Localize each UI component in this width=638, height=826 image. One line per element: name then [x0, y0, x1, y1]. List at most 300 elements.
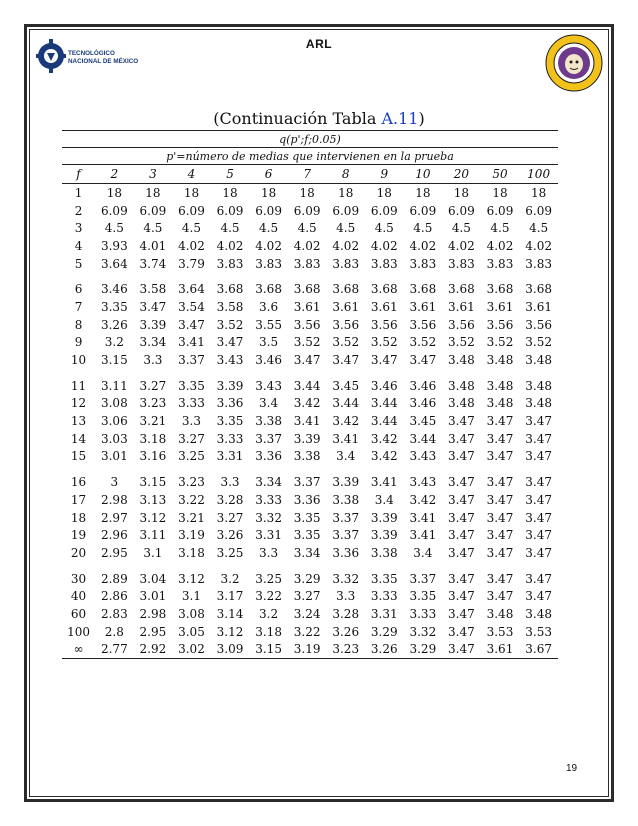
table-cell: 3: [110, 475, 119, 490]
table-cell: 3.25: [255, 571, 282, 586]
table-cell: 3.43: [409, 475, 437, 490]
row-label-f: 6: [74, 282, 83, 297]
table-cell: 3.21: [178, 510, 205, 525]
table-cell: 3.58: [139, 282, 167, 297]
table-cell: 3.36: [216, 396, 244, 411]
table-cell: 3.3: [181, 414, 202, 429]
table-cell: 3.39: [370, 510, 398, 525]
table-cell: 3.23: [139, 396, 167, 411]
table-row: [62, 395, 558, 413]
row-label-f: 7: [74, 299, 83, 314]
table-cell: 3.47: [448, 431, 475, 446]
table-row: [62, 587, 558, 605]
table-cell: 3.37: [332, 510, 360, 525]
table-cell: 3.47: [448, 528, 475, 543]
table-cell: 3.1: [181, 589, 202, 604]
header-title: ARL: [305, 37, 333, 51]
table-cell: 3.56: [448, 317, 475, 332]
table-cell: 3.61: [409, 299, 437, 314]
table-cell: 3.47: [139, 299, 167, 314]
table-cell: 3.32: [332, 571, 360, 586]
table-cell: 3.2: [220, 571, 240, 586]
table-cell: 3.28: [216, 492, 244, 507]
table-row: [62, 448, 558, 466]
row-label-f: ∞: [62, 641, 95, 659]
table-cell: 3.47: [525, 510, 552, 525]
table-cell: 3.58: [216, 299, 244, 314]
table-cell: 3.41: [332, 431, 360, 446]
table-cell: 4.02: [486, 238, 514, 253]
table-row: [62, 605, 558, 623]
table-cell: 3.26: [365, 641, 404, 659]
table-cell: 3.39: [216, 378, 244, 393]
table-cell: 18: [299, 185, 315, 200]
table-cell: 3.68: [216, 282, 244, 297]
table-cell: 3.79: [178, 256, 205, 271]
table-title-prefix: (Continuación Tabla: [213, 109, 382, 128]
row-label-f: 8: [74, 317, 83, 332]
table-cell: 3.47: [216, 335, 244, 350]
table-cell: 3.2: [104, 335, 124, 350]
row-label-f: 5: [74, 256, 83, 271]
page-number: 19: [566, 763, 578, 774]
table-row: [62, 412, 558, 430]
table-cell: 3.42: [370, 431, 398, 446]
table-row: [62, 570, 558, 588]
table-cell: 18: [145, 185, 161, 200]
table-cell: 3.33: [409, 606, 437, 621]
table-cell: 3.83: [255, 256, 282, 271]
table-cell: 3.24: [293, 606, 321, 621]
table-cell: 3.68: [293, 282, 321, 297]
table-cell: 3.39: [139, 317, 167, 332]
table-cell: 3.38: [332, 492, 360, 507]
table-cell: 3.54: [178, 299, 205, 314]
table-cell: 3.6: [259, 299, 279, 314]
table-title-suffix: ): [418, 109, 425, 128]
table-cell: 3.25: [216, 545, 244, 560]
table-cell: 3.48: [448, 378, 475, 393]
table-cell: 2.95: [139, 624, 167, 639]
logo-text-line-2: NACIONAL DE MÉXICO: [68, 58, 139, 65]
table-cell: 3.35: [216, 414, 244, 429]
table-cell: 3.21: [139, 414, 167, 429]
table-cell: 3.22: [178, 492, 205, 507]
table-cell: 3.36: [293, 492, 321, 507]
table-cell: 3.4: [374, 492, 394, 507]
table-cell: 3.47: [448, 414, 475, 429]
table-cell: 18: [106, 185, 122, 200]
table-cell: 2.95: [100, 545, 128, 560]
table-cell: 3.56: [332, 317, 360, 332]
table-cell: 18: [222, 185, 238, 200]
table-cell: 3.61: [293, 299, 321, 314]
table-cell: 3.33: [370, 589, 398, 604]
table-cell: 3.39: [332, 475, 360, 490]
table-cell: 3.45: [332, 378, 360, 393]
table-cell: 3.83: [448, 256, 475, 271]
table-cell: 3.39: [293, 431, 321, 446]
column-header: 8: [326, 165, 365, 184]
table-cell: 3.56: [293, 317, 321, 332]
table-cell: 3.44: [409, 431, 437, 446]
group-spacer: [62, 369, 558, 377]
table-cell: 2.83: [100, 606, 128, 621]
table-cell: 3.74: [139, 256, 167, 271]
table-cell: 3.47: [525, 492, 552, 507]
table-cell: 4.5: [259, 221, 279, 236]
table-cell: 3.47: [293, 353, 321, 368]
table-cell: 3.18: [255, 624, 282, 639]
table-cell: 3.47: [525, 528, 552, 543]
table-cell: 3.29: [370, 624, 398, 639]
table-cell: 3.43: [216, 353, 244, 368]
table-cell: 3.52: [370, 335, 398, 350]
table-cell: 18: [260, 185, 277, 200]
row-label-f: 17: [70, 492, 87, 507]
studentized-range-table: [62, 130, 558, 659]
column-header: 100: [519, 165, 558, 184]
table-cell: 2.96: [100, 528, 128, 543]
table-cell: 3.5: [259, 335, 279, 350]
table-cell: 3.27: [178, 431, 205, 446]
table-cell: 3.3: [143, 353, 163, 368]
column-header: 50: [481, 165, 520, 184]
table-cell: 4.5: [413, 221, 433, 236]
table-cell: 3.61: [332, 299, 360, 314]
table-cell: 3.47: [525, 449, 552, 464]
group-spacer: [62, 465, 558, 473]
row-label-f: 12: [70, 396, 87, 411]
table-cell: 3.46: [409, 378, 437, 393]
table-cell: 2.77: [95, 641, 134, 659]
table-row: [62, 184, 558, 202]
table-cell: 3.47: [409, 353, 437, 368]
table-row: [62, 255, 558, 273]
table-cell: 3.48: [525, 353, 552, 368]
table-cell: 3.68: [448, 282, 475, 297]
row-label-f: 40: [70, 589, 87, 604]
table-row: [62, 316, 558, 334]
table-cell: 6.09: [293, 203, 321, 218]
column-header: 5: [211, 165, 250, 184]
table-cell: 3.26: [332, 624, 360, 639]
table-cell: 3.47: [486, 431, 514, 446]
table-cell: 3.47: [332, 353, 360, 368]
table-cell: 3.46: [370, 378, 398, 393]
table-cell: 3.43: [409, 449, 437, 464]
table-row: [62, 298, 558, 316]
table-cell: 3.47: [486, 545, 514, 560]
column-header: 3: [134, 165, 173, 184]
row-label-f: 16: [70, 475, 87, 490]
column-header: 10: [404, 165, 443, 184]
table-cell: 3.23: [178, 475, 205, 490]
table-cell: 3.47: [486, 589, 514, 604]
institute-seal-logo: [545, 34, 603, 92]
table-cell: 3.56: [486, 317, 514, 332]
table-cell: 3.31: [255, 528, 282, 543]
table-cell: 3.41: [178, 335, 205, 350]
row-label-f: 9: [74, 335, 83, 350]
row-label-f: 3: [74, 221, 83, 236]
table-cell: 3.11: [100, 378, 128, 393]
table-cell: 3.52: [293, 335, 321, 350]
table-cell: 2.8: [104, 624, 124, 639]
table-cell: 3.44: [370, 396, 398, 411]
table-cell: 3.26: [216, 528, 244, 543]
spacer-cell: [62, 562, 558, 570]
table-cell: 3.29: [293, 571, 321, 586]
table-cell: 6.09: [139, 203, 167, 218]
table-cell: 2.92: [134, 641, 173, 659]
row-label-f: 4: [74, 238, 83, 253]
table-cell: 6.09: [100, 203, 128, 218]
table-cell: 4.02: [178, 238, 205, 253]
table-cell: 3.46: [255, 353, 282, 368]
table-cell: 3.43: [255, 378, 282, 393]
table-cell: 3.52: [448, 335, 475, 350]
table-cell: 3.53: [525, 624, 552, 639]
table-cell: 3.48: [486, 353, 514, 368]
table-row: [62, 202, 558, 220]
table-cell: 3.27: [293, 589, 321, 604]
table-cell: 3.35: [409, 589, 437, 604]
table-cell: 3.52: [486, 335, 514, 350]
table-cell: 3.18: [139, 431, 167, 446]
table-row: [62, 237, 558, 255]
table-cell: 3.93: [100, 238, 128, 253]
tecnm-logo-text: [68, 50, 138, 66]
table-cell: 3.28: [332, 606, 360, 621]
table-cell: 4.5: [490, 221, 510, 236]
table-cell: 3.52: [332, 335, 360, 350]
table-cell: 4.02: [332, 238, 360, 253]
row-label-f: 14: [70, 431, 87, 446]
table-cell: 3.67: [519, 641, 558, 659]
table-cell: 3.38: [370, 545, 398, 560]
table-cell: 3.47: [178, 317, 205, 332]
table-cell: 18: [453, 185, 470, 200]
table-cell: 4.02: [525, 238, 552, 253]
table-row: [62, 544, 558, 562]
table-cell: 6.09: [448, 203, 475, 218]
table-cell: 3.37: [293, 475, 321, 490]
table-cell: 4.02: [448, 238, 475, 253]
row-label-f: 10: [70, 353, 87, 368]
row-label-f: 18: [70, 510, 87, 525]
column-header: 2: [95, 165, 134, 184]
table-cell: 3.38: [293, 449, 321, 464]
table-cell: 3.47: [525, 414, 552, 429]
table-cell: 3.47: [525, 589, 552, 604]
row-label-f: 60: [70, 606, 87, 621]
table-cell: 3.47: [448, 449, 475, 464]
table-cell: 3.47: [525, 431, 552, 446]
table-cell: 3.06: [100, 414, 128, 429]
table-cell: 3.47: [370, 353, 398, 368]
table-cell: 4.02: [409, 238, 437, 253]
table-cell: 3.32: [409, 624, 437, 639]
table-cell: 3.48: [525, 378, 552, 393]
spacer-cell: [62, 369, 558, 377]
table-cell: 3.32: [255, 510, 282, 525]
row-label-f: 15: [70, 449, 87, 464]
table-cell: 3.48: [486, 606, 514, 621]
table-cell: 3.41: [409, 510, 437, 525]
table-cell: 3.47: [525, 475, 552, 490]
table-cell: 6.09: [178, 203, 205, 218]
table-cell: 2.98: [100, 492, 128, 507]
institute-seal-icon: [545, 34, 603, 92]
table-row: [62, 526, 558, 544]
table-cell: 3.4: [259, 396, 279, 411]
table-cell: 3.47: [486, 449, 514, 464]
table-row: [62, 509, 558, 527]
table-row: [62, 641, 558, 659]
table-cell: 3.68: [525, 282, 552, 297]
table-row: [62, 377, 558, 395]
table-cell: 3.41: [293, 414, 321, 429]
table-cell: 3.19: [288, 641, 327, 659]
table-cell: 3.36: [255, 449, 282, 464]
table-cell: 3.45: [409, 414, 437, 429]
table-cell: 3.1: [143, 545, 163, 560]
table-row: [62, 623, 558, 641]
table-cell: 3.2: [259, 606, 279, 621]
table-cell: 3.55: [255, 317, 282, 332]
table-cell: 3.14: [216, 606, 244, 621]
table-cell: 3.64: [178, 282, 205, 297]
table-cell: 3.48: [486, 396, 514, 411]
row-label-f: 30: [70, 571, 87, 586]
table-cell: 3.36: [332, 545, 360, 560]
spacer-cell: [62, 465, 558, 473]
table-cell: 3.47: [448, 545, 475, 560]
table-cell: 3.61: [448, 299, 475, 314]
table-cell: 3.3: [259, 545, 279, 560]
statistic-row: [62, 131, 558, 148]
table-cell: 3.37: [332, 528, 360, 543]
table-cell: 3.37: [255, 431, 282, 446]
table-cell: 3.08: [178, 606, 205, 621]
row-label-f: 100: [67, 624, 90, 639]
table-cell: 3.35: [293, 510, 321, 525]
table-cell: 3.47: [486, 414, 514, 429]
table-cell: 3.47: [448, 510, 475, 525]
table-cell: 3.48: [448, 353, 475, 368]
table-cell: 3.22: [255, 589, 282, 604]
table-cell: 6.09: [409, 203, 437, 218]
table-cell: 3.56: [409, 317, 437, 332]
table-cell: 3.83: [486, 256, 514, 271]
table-cell: 3.61: [370, 299, 398, 314]
table-cell: 3.48: [525, 396, 552, 411]
table-cell: 3.47: [486, 528, 514, 543]
table-cell: 3.26: [100, 317, 128, 332]
table-cell: 3.35: [178, 378, 205, 393]
table-cell: 3.31: [370, 606, 398, 621]
table-cell: 3.41: [409, 528, 437, 543]
table-cell: 18: [415, 185, 431, 200]
table-cell: 3.25: [178, 449, 205, 464]
table-row: [62, 219, 558, 237]
table-cell: 3.34: [293, 545, 321, 560]
table-title: [0, 109, 638, 128]
table-cell: 3.13: [139, 492, 167, 507]
row-label-f: 11: [70, 378, 87, 393]
table-cell: 6.09: [525, 203, 552, 218]
table-reference-link[interactable]: A.11: [381, 109, 419, 128]
table-cell: 3.18: [178, 545, 205, 560]
table-cell: 3.41: [370, 475, 398, 490]
table-cell: 3.68: [332, 282, 360, 297]
table-cell: 3.61: [486, 299, 514, 314]
table-cell: 3.61: [481, 641, 520, 659]
table-cell: 3.83: [409, 256, 437, 271]
table-cell: 6.09: [332, 203, 360, 218]
table-cell: 3.52: [409, 335, 437, 350]
group-spacer: [62, 272, 558, 280]
table-cell: 6.09: [255, 203, 282, 218]
statistic-label: q(p';f;0.05): [62, 131, 558, 148]
table-cell: 3.15: [139, 475, 167, 490]
table-cell: 3.09: [211, 641, 250, 659]
table-cell: 4.01: [139, 238, 167, 253]
table-cell: 3.47: [486, 571, 514, 586]
table-cell: 4.5: [374, 221, 394, 236]
table-cell: 3.83: [525, 256, 552, 271]
table-cell: 4.5: [451, 221, 471, 236]
table-cell: 2.86: [100, 589, 128, 604]
table-cell: 3.3: [336, 589, 356, 604]
table-cell: 3.4: [413, 545, 433, 560]
table-cell: 3.61: [525, 299, 552, 314]
table-cell: 3.37: [178, 353, 205, 368]
table-cell: 3.47: [448, 589, 475, 604]
table-subtitle: p'=número de medias que intervienen en la prueba: [62, 148, 558, 165]
table-cell: 3.02: [172, 641, 211, 659]
table-cell: 3.47: [448, 571, 475, 586]
table-cell: 3.38: [255, 414, 282, 429]
table-cell: 3.12: [139, 510, 167, 525]
table-cell: 3.52: [216, 317, 244, 332]
table-cell: 2.98: [139, 606, 167, 621]
table-cell: 4.5: [181, 221, 202, 236]
table-cell: 3.46: [100, 282, 128, 297]
table-cell: 3.08: [100, 396, 128, 411]
table-row: [62, 334, 558, 352]
table-cell: 3.83: [293, 256, 321, 271]
table-cell: 3.48: [486, 378, 514, 393]
table-cell: 18: [183, 185, 200, 200]
column-header-row: [62, 165, 558, 184]
table-cell: 4.5: [297, 221, 317, 236]
table-cell: 3.31: [216, 449, 244, 464]
table-cell: 3.47: [448, 492, 475, 507]
table-cell: 2.89: [100, 571, 128, 586]
subtitle-row: [62, 148, 558, 165]
table-cell: 3.83: [370, 256, 398, 271]
table-cell: 18: [530, 185, 547, 200]
table-cell: 3.56: [525, 317, 552, 332]
table-cell: 3.34: [255, 475, 282, 490]
table-row: [62, 430, 558, 448]
table-cell: 3.27: [216, 510, 244, 525]
table-cell: 3.47: [448, 475, 475, 490]
table-cell: 3.17: [216, 589, 244, 604]
column-header: 9: [365, 165, 404, 184]
